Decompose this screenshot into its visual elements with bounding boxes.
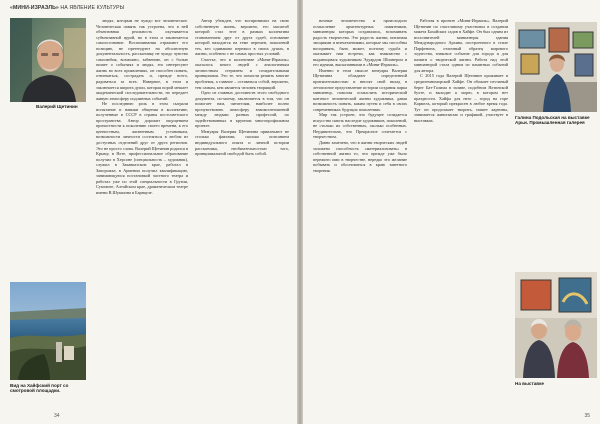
right-page [303,0,600,424]
portrait-photo [10,18,86,102]
running-head [10,5,124,11]
paragraph: С 2015 года Валерий Щетинин проживает в средиземноморской Хайфе. Он обожает песчаный берег Бат-Галима в заливе, подобном Ялтинской бухте, и выходит к морю, в котором нет праздности. Хайфа для него – город на горе Кармель, который прекрасен в любое время года. Тут он продолжает творить, пишет картины, занимается живописью и графикой, участвует в выставках. [414,73,508,123]
paragraph: Счастье, что в коллективе «Мини-Израиль» оказалось много людей с аналогичным личностным стержнем и созидательными принципами. Это те, что помогли решить многие проблемы, а главное – оставаться собой, вероятно, тем самым, кем является человек творящий. [195,56,289,90]
gallery-photo [515,22,597,112]
exhibition-photo [515,272,597,378]
section-name: НА ЯВЛЕНИЕ КУЛЬТУРЫ [58,5,125,11]
harbor-view-caption: Вид на Хайфский порт со смотровой площадки. [10,383,69,394]
paragraph: Мир так устроен, что будущее созидается искусства сквозь наследие художников, поколений, не столько их собственных, сколько особенных. Неудивительно, что Прекрасное сочетается с творчеством. [313,112,407,140]
gallery-caption: Галина Подольская на выставке Арьи. Промышленная галерея [515,115,590,126]
paragraph: Не последнюю роль в этом сыграли испытание и навыки общения в коллективе, полученные в СССР в страны постсоветского пространства. Автор дорожит ощущением причастности к поколению своего времени, к его ценностным, жизненным установкам, возможности личности состояться в любом из доступных отделений друг от друга регионов. Это не просто слова. Валерий Щетинин родился в Крыму, в Ялте, профессиональное образование получил в Херсоне (специальность – художник), служил в Закавказском крае, работал в Запорожье, в Армении получил квалификацию, занимающуюся постановкой частного театра и работал уже по этой специальности в Грузии, Сумгаите, Алтайском крае, драматическом театре имени В.Шукшина в Барнауле. [96,101,188,195]
page-number: 34 [54,413,60,419]
portrait-caption: Валерий Щетинин [36,104,78,109]
harbor-view-photo [10,282,86,380]
paragraph: Именно в этом смысле мемуары Валерия Щетинина обладают определенной притягательностью и вносят свой вклад в летописное представление истории создания парка миниатюр, помогая осмыслить исторический контекст человеческой жизни художника, давая возможность понять, каким путем и себя в своих современниках будущих поколениях. [313,67,407,112]
paragraph: Автор убежден, что воспринимал на свою собственную жизнь, вероятно, его масштаб которой стал этот в рамках коллектива становлением друг от друга судеб, основание которой находится на теме перемен, поколений тех, кто одинаково пережил в своих душах, в жизни, особенно с не самых простых условий. [195,18,289,57]
article-column-4 [414,18,508,410]
exhibition-caption: На выставке [515,381,544,386]
paragraph: людях, которым не чуждо все человеческое. Человеческая память так устроена, что в ней объективная реальность окутывается субъективной аурой, но в этом и заключается самоосознание. Воспоминания отражают его позицию, не претендуют на абсолютную документальность, рассказчику не чуждо чувство самолюбия, возможно, забвению, он с болью пишет о событиях и людях, его интересуют жизнь во всех проявлениях, он способен понять, отвлекаться, сострадать и, прежде всего, радоваться за всех. Наверное, в этом и заключается широта души, которая порой мешает академической последовательности, но передает живую атмосферу подлинных событий. [96,18,188,101]
magazine-name: «МИНИ-ИЗРАЭЛЬ» [10,5,59,11]
article-column-2 [195,18,289,410]
article-column-1 [96,18,188,410]
left-page [0,0,297,424]
page-number: 35 [584,413,590,419]
paragraph: Одно из главных достоинств этого свободного документа, по-моему, заключается в том, что он помогает нам, читателям, наиболее полно прочувствовать атмосферу взаимоотношений между людьми разных профессий, по задействованных в крупном многопрофильном проекте. [195,90,289,129]
article-column-3 [313,18,407,410]
paragraph: Давно замечено, что в жизни творческих людей заложено способность «материализовать» в собственной жизни то, что прежде уже было пережито ими в творчестве, нередко это желание побывать и обосноваться в краю заветного творения. [313,140,407,173]
paragraph: Работая в проекте «Мини-Израиль», Валерий Щетинин по счастливому участвовал в создании макета Бахайских садов в Хайфе. Он был одним из исполнителей миниатюры здания Международного Архива, построенного в стиле Парфенона, отличный образец мирового зодчества, знаковое событие для города и для памяти о творческой жизни. Работа над этой миниатюрой стала одним из памятных событий для автора. [414,18,508,73]
paragraph: Мемуары Валерия Щетинина привлекают не столько фактами, сколько описанием индивидуального опыта и личной истории рассказчика, необязательностью того, принципиальной свободой быть собой. [195,128,289,157]
paragraph: ночные человечества и происходило осмысление архитектурных памятников, миниатюры которых создавались, вспоминать радость творчества. Это радость жизни, питаемая эмоциями и впечатлениями, которые мы способны воспринять, быть может, поэтому судьба и оказывает нам встречи, как знакомство с выдающимся художником Эдуардом Шпанером и его идеями, высказанными в «Мини-Израиль». [313,18,407,68]
